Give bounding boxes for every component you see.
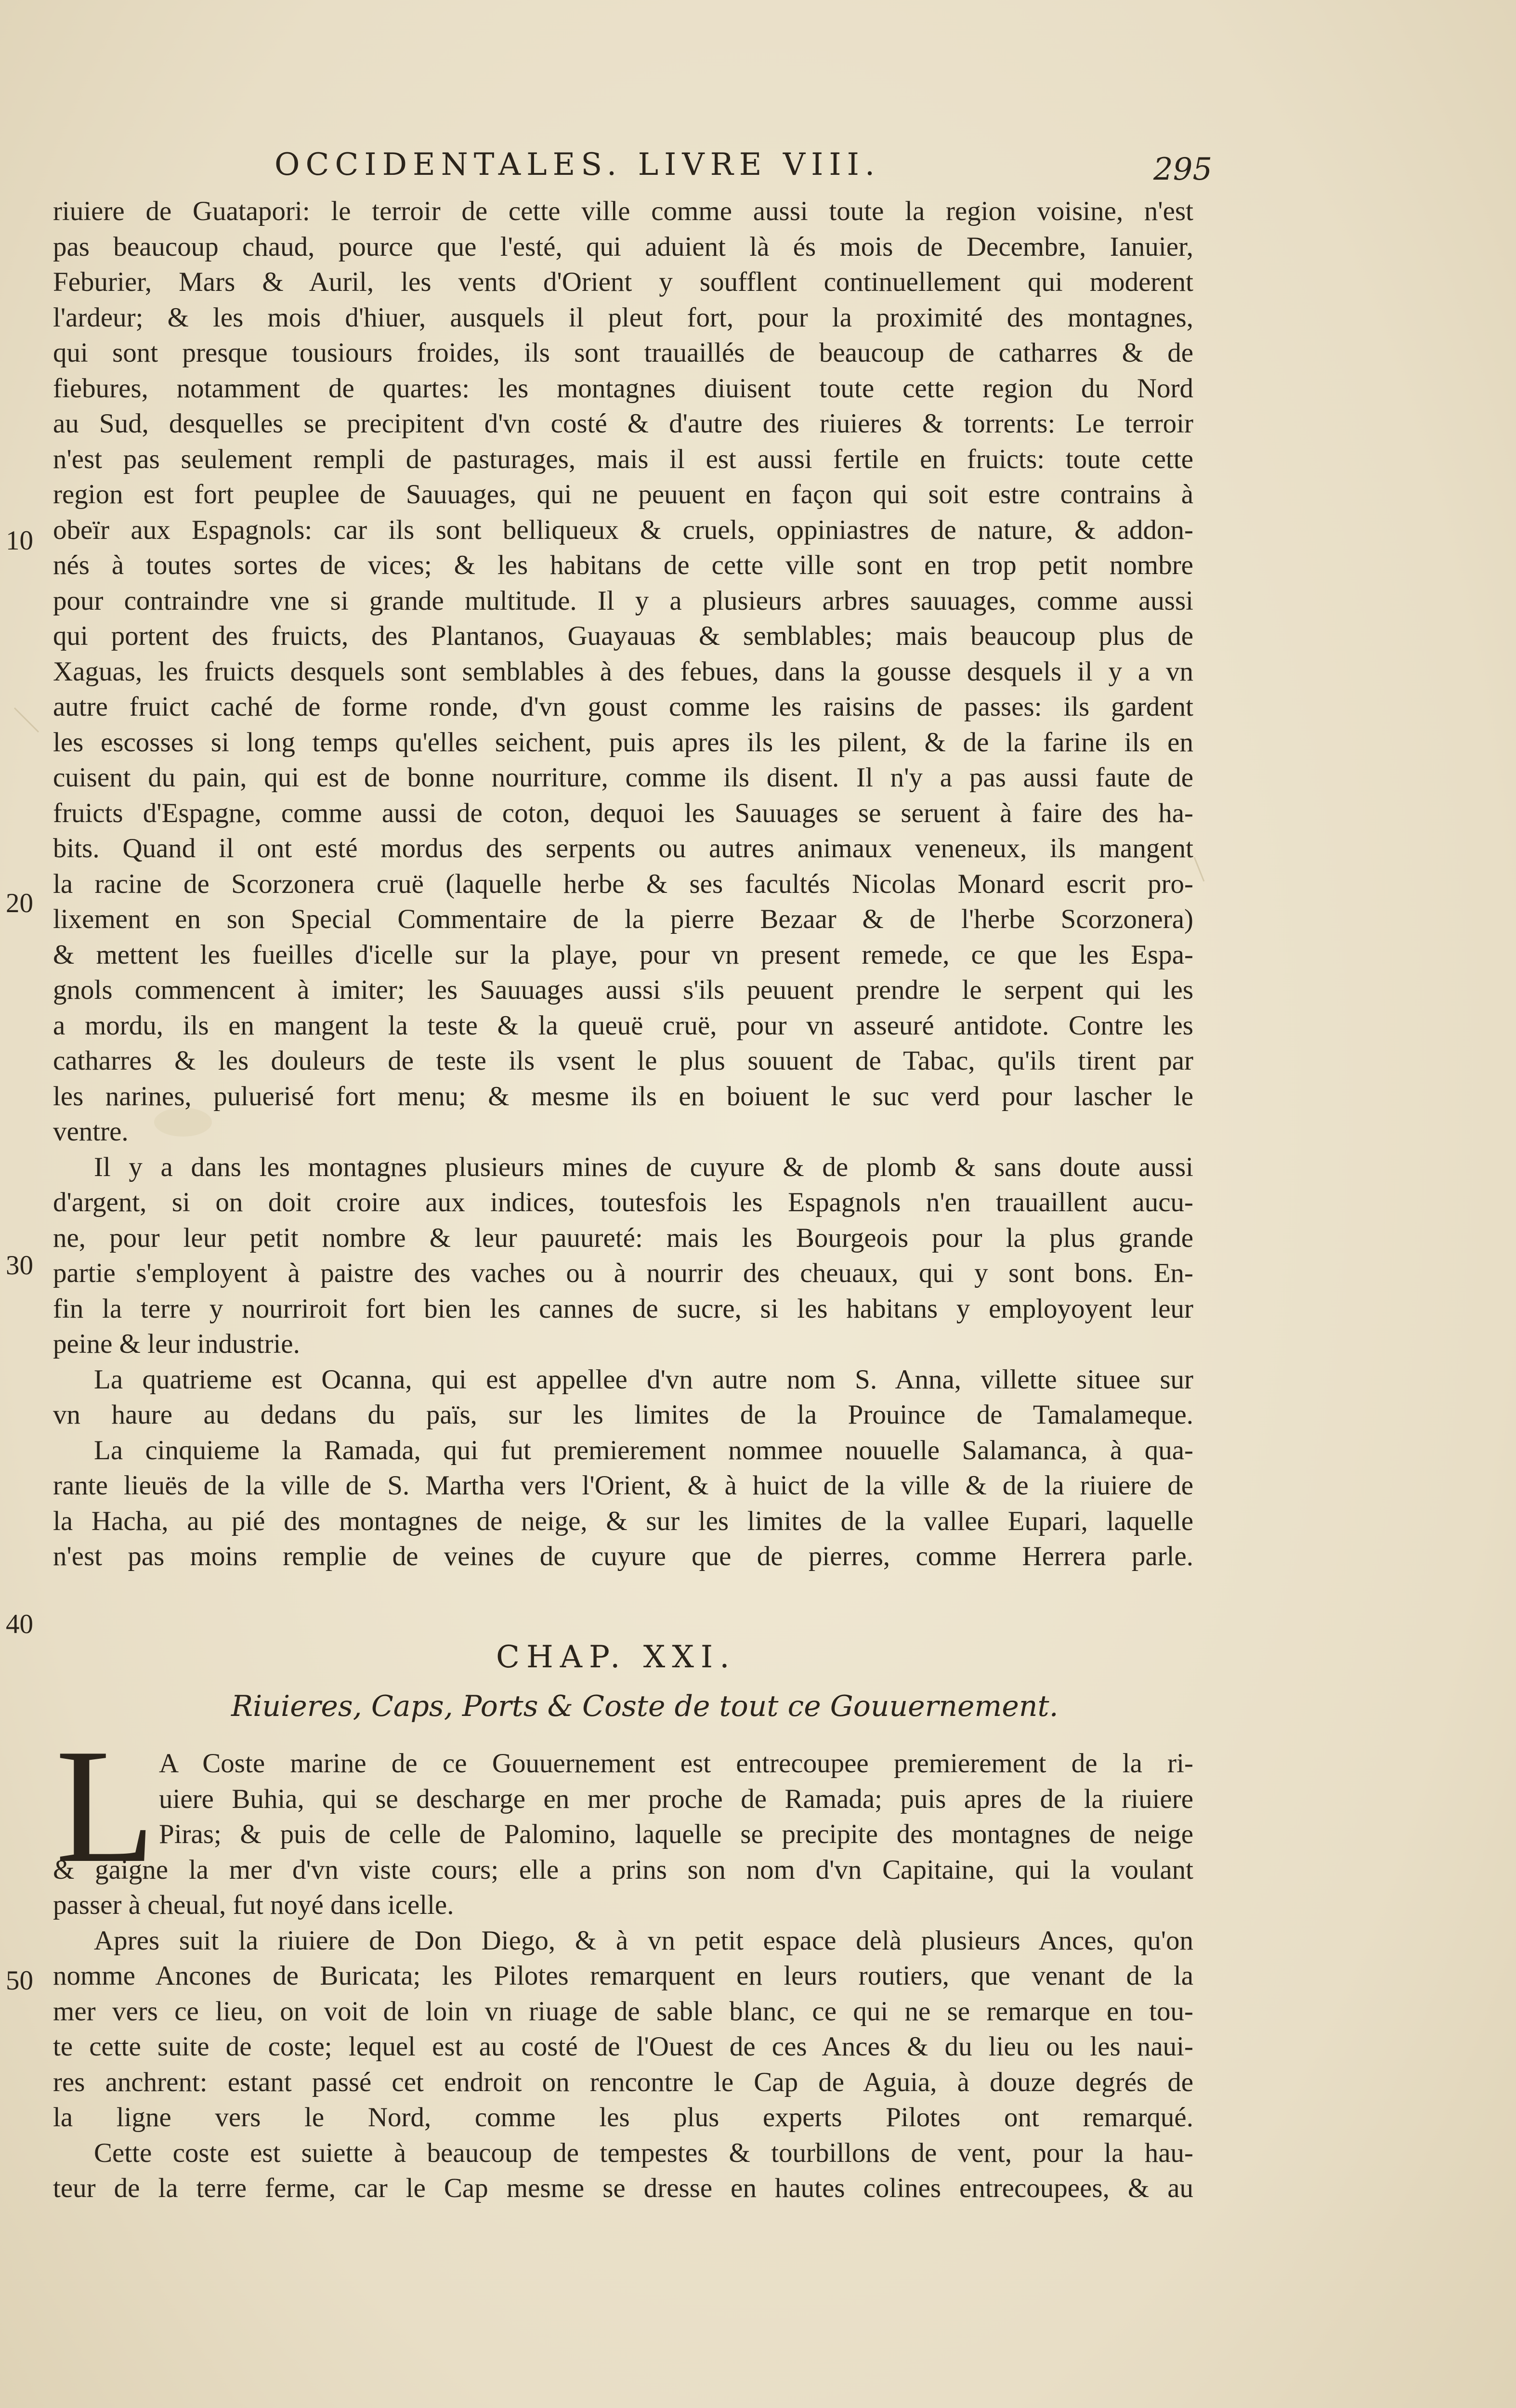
page-number: 295 — [1153, 152, 1213, 187]
text-line — [53, 2065, 1209, 2100]
text-line-content: region est fort peuplee de Sauuages, qui ne peuuent en façon qui soit estre contrains à — [53, 479, 1193, 510]
text-line — [53, 371, 1209, 406]
text-line-content: nés à toutes sortes de vices; & les habitans de cette ville sont en trop petit nombre — [53, 550, 1193, 580]
text-line — [53, 1852, 1209, 1888]
text-line — [53, 1746, 1209, 1781]
text-line — [53, 2029, 1209, 2065]
text-line-content: d'argent, si on doit croire aux indices, toutesfois les Espagnols n'en trauaillent aucu- — [53, 1187, 1193, 1217]
text-line-content: qui portent des fruicts, des Plantanos, Guayauas & semblables; mais beaucoup plus de — [53, 621, 1193, 651]
text-line-content: passer à cheual, fut noyé dans icelle. — [53, 1890, 454, 1920]
text-line-content: au Sud, desquelles se precipitent d'vn costé & d'autre des riuieres & torrents: Le terroir — [53, 408, 1193, 439]
text-line-content: pas beaucoup chaud, pource que l'esté, qui aduient là és mois de Decembre, Ianuier, — [53, 231, 1193, 262]
text-line-content: les narines, puluerisé fort menu; & mesme ils en boiuent le suc verd pour lascher le — [53, 1081, 1193, 1112]
running-head: OCCIDENTALES. LIVRE VIII. — [274, 147, 881, 183]
text-line-content: mer vers ce lieu, on voit de loin vn riuage de sable blanc, ce qui ne se remarque en tou- — [53, 1996, 1193, 2027]
line-number: 40 — [6, 1609, 33, 1639]
text-line — [53, 902, 1209, 937]
drop-cap: L — [55, 1715, 156, 1897]
text-line-content: partie s'employent à paistre des vaches ou à nourrir des cheuaux, qui y sont bons. En- — [53, 1258, 1193, 1288]
text-line — [53, 1817, 1209, 1852]
text-line — [53, 264, 1209, 300]
line-number: 20 — [6, 888, 33, 918]
text-line-content: res anchrent: estant passé cet endroit on rencontre le Cap de Aguia, à douze degrés de — [53, 2067, 1193, 2097]
text-line — [53, 1291, 1209, 1327]
text-line — [53, 2135, 1209, 2171]
text-line-content: bits. Quand il ont esté mordus des serpents ou autres animaux veneneux, ils mangent — [53, 833, 1193, 864]
text-line — [53, 689, 1209, 725]
text-line — [53, 1781, 1209, 1817]
line-number: 50 — [6, 1965, 33, 1996]
text-line — [53, 1256, 1209, 1291]
text-line-content: ne, pour leur petit nombre & leur pauureté: mais les Bourgeois pour la plus grande — [53, 1222, 1193, 1253]
text-line-content: & mettent les fueilles d'icelle sur la playe, pour vn present remede, ce que les Espa- — [53, 939, 1193, 970]
line-number: 10 — [6, 525, 33, 556]
text-line-content: teur de la terre ferme, car le Cap mesme se dresse en hautes colines entrecoupees, & au — [53, 2173, 1193, 2203]
text-line-content: rante lieuës de la ville de S. Martha vers l'Orient, & à huict de la ville & de la riuiere de — [53, 1470, 1193, 1501]
text-line-content: riuiere de Guatapori: le terroir de cette ville comme aussi toute la region voisine, n'est — [53, 196, 1193, 226]
text-line — [53, 1150, 1209, 1185]
text-line-content: n'est pas moins remplie de veines de cuyure que de pierres, comme Herrera parle. — [53, 1541, 1193, 1571]
text-line — [53, 1433, 1209, 1468]
text-line — [53, 1539, 1209, 1574]
text-line — [53, 1468, 1209, 1504]
text-line — [53, 1994, 1209, 2029]
text-line — [53, 1079, 1209, 1114]
text-line-content: La quatrieme est Ocanna, qui est appellee d'vn autre nom S. Anna, villette situee sur — [94, 1364, 1193, 1395]
text-line — [53, 512, 1209, 548]
text-line-content: la racine de Scorzonera cruë (laquelle herbe & ses facultés Nicolas Monard escrit pro- — [53, 868, 1193, 899]
text-line-content: Xaguas, les fruicts desquels sont semblables à des febues, dans la gousse desquels il y a vn — [53, 656, 1193, 687]
text-line-content: La cinquieme la Ramada, qui fut premierement nommee nouuelle Salamanca, à qua- — [94, 1435, 1193, 1466]
text-line — [53, 796, 1209, 831]
text-line-content: lixement en son Special Commentaire de la pierre Bezaar & de l'herbe Scorzonera) — [53, 904, 1193, 934]
text-line-content: uiere Buhia, qui se descharge en mer proche de Ramada; puis apres de la riuiere — [159, 1783, 1193, 1814]
text-line — [53, 2171, 1209, 2206]
text-line-content: & gaigne la mer d'vn viste cours; elle a prins son nom d'vn Capitaine, qui la voulant — [53, 1854, 1193, 1885]
text-line-content: Feburier, Mars & Auril, les vents d'Orient y soufflent continuellement qui moderent — [53, 267, 1193, 297]
text-line-content: A Coste marine de ce Gouuernement est entrecoupee premierement de la ri- — [159, 1748, 1193, 1779]
text-line-content: pour contraindre vne si grande multitude. Il y a plusieurs arbres sauuages, comme aussi — [53, 585, 1193, 616]
text-line — [53, 548, 1209, 583]
text-line-content: Cette coste est suiette à beaucoup de tempestes & tourbillons de vent, pour la hau- — [94, 2137, 1193, 2168]
text-line — [53, 1220, 1209, 1256]
text-line — [53, 229, 1209, 265]
text-line-content: vn haure au dedans du païs, sur les limites de la Prouince de Tamalameque. — [53, 1400, 1193, 1430]
text-line-content: qui sont presque tousiours froides, ils sont trauaillés de beaucoup de catharres & de — [53, 338, 1193, 368]
line-number: 30 — [6, 1250, 33, 1281]
text-line — [53, 1043, 1209, 1079]
text-line-content: fin la terre y nourriroit fort bien les cannes de sucre, si les habitans y employoyent leur — [53, 1293, 1193, 1324]
text-line-content: la Hacha, au pié des montagnes de neige, & sur les limites de la vallee Eupari, laquelle — [53, 1505, 1193, 1536]
text-line-content: ventre. — [53, 1116, 129, 1147]
text-line — [53, 1185, 1209, 1220]
chapter-text — [53, 1746, 1209, 2206]
text-line-content: a mordu, ils en mangent la teste & la queuë cruë, pour vn asseuré antidote. Contre les — [53, 1010, 1193, 1041]
text-line — [53, 1397, 1209, 1433]
text-line — [53, 1958, 1209, 1994]
text-line-content: Apres suit la riuiere de Don Diego, & à vn petit espace delà plusieurs Ances, qu'on — [94, 1925, 1193, 1956]
text-line — [53, 831, 1209, 866]
text-line — [53, 654, 1209, 690]
text-line-content: n'est pas seulement rempli de pasturages, mais il est aussi fertile en fruicts: toute cette — [53, 444, 1193, 474]
text-line-content: obeïr aux Espagnols: car ils sont belliqueux & cruels, oppiniastres de nature, & addon- — [53, 514, 1193, 545]
chapter-subtitle: Riuieres, Caps, Ports & Coste de tout ce Gouuernement. — [231, 1689, 1059, 1723]
text-line — [53, 583, 1209, 619]
text-line — [53, 760, 1209, 796]
text-line — [53, 1326, 1209, 1362]
text-line — [53, 618, 1209, 654]
text-line-content: fruicts d'Espagne, comme aussi de coton, dequoi les Sauuages se seruent à faire des ha- — [53, 798, 1193, 828]
text-line-content: autre fruict caché de forme ronde, d'vn goust comme les raisins de passes: ils gardent — [53, 692, 1193, 722]
text-line-content: la ligne vers le Nord, comme les plus experts Pilotes ont remarqué. — [53, 2102, 1193, 2133]
text-line — [53, 725, 1209, 760]
text-line — [53, 300, 1209, 336]
text-line — [53, 972, 1209, 1008]
text-line — [53, 1504, 1209, 1539]
text-line — [53, 1362, 1209, 1398]
text-line — [53, 2100, 1209, 2135]
text-line-content: l'ardeur; & les mois d'hiuer, ausquels il pleut fort, pour la proximité des montagnes, — [53, 302, 1193, 333]
text-line-content: peine & leur industrie. — [53, 1329, 300, 1359]
text-line — [53, 442, 1209, 477]
text-line — [53, 335, 1209, 371]
text-line — [53, 866, 1209, 902]
text-line — [53, 406, 1209, 442]
text-line-content: Piras; & puis de celle de Palomino, laquelle se precipite des montagnes de neige — [159, 1819, 1193, 1849]
text-line — [53, 1923, 1209, 1959]
text-line-content: catharres & les douleurs de teste ils vsent le plus souuent de Tabac, qu'ils tirent par — [53, 1046, 1193, 1076]
text-line-content: Il y a dans les montagnes plusieurs mines de cuyure & de plomb & sans doute aussi — [94, 1152, 1193, 1182]
text-line-content: te cette suite de coste; lequel est au costé de l'Ouest de ces Ances & du lieu ou les naui- — [53, 2031, 1193, 2062]
text-line-content: fiebures, notamment de quartes: les montagnes diuisent toute cette region du Nord — [53, 373, 1193, 404]
text-line — [53, 1114, 1209, 1150]
body-text — [53, 194, 1209, 1574]
text-line — [53, 194, 1209, 229]
text-line-content: les escosses si long temps qu'elles seichent, puis apres ils les pilent, & de la farine ils en — [53, 727, 1193, 758]
text-line-content: cuisent du pain, qui est de bonne nourriture, comme ils disent. Il n'y a pas aussi faute de — [53, 762, 1193, 793]
text-line — [53, 477, 1209, 512]
text-line — [53, 1887, 1209, 1923]
text-line — [53, 1008, 1209, 1044]
chapter-heading: CHAP. XXI. — [496, 1639, 736, 1675]
text-line-content: nomme Ancones de Buricata; les Pilotes remarquent en leurs routiers, que venant de la — [53, 1961, 1193, 1991]
text-line — [53, 937, 1209, 973]
text-line-content: gnols commencent à imiter; les Sauuages aussi s'ils peuuent prendre le serpent qui les — [53, 975, 1193, 1005]
